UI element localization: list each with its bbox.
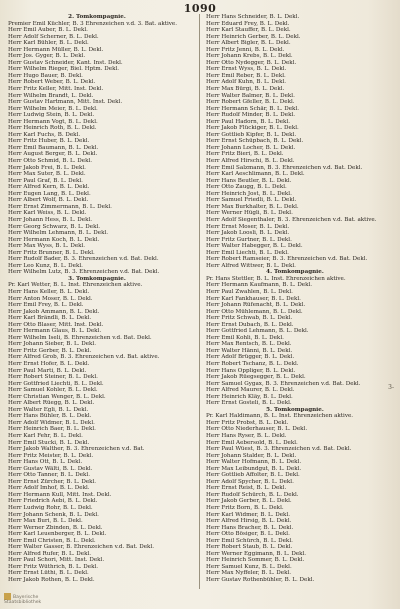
list-entry: Herr Adolf Kuhn, B. L. Dekl. <box>206 79 287 86</box>
list-entry: Herr Ernst Moser, B. L. Dekl. <box>206 223 290 230</box>
list-entry: Herr Otto Tanner, B. L. Dekl. <box>8 472 90 479</box>
list-entry: Herr Ernst Zürcher, B. L. Dekl. <box>8 478 97 485</box>
list-entry: Herr Jakob Loosli, B. L. Dekl. <box>206 230 290 237</box>
list-entry: Herr Karl Leuenberger, B. L. Dekl. <box>8 531 107 538</box>
list-entry: Herr Fritz Bieri, B. L. Dekl. <box>206 151 284 158</box>
list-entry: Herr Karl Brändli, B. L. Dekl. <box>8 315 92 322</box>
section-heading: 5. Tomkompagnie. <box>266 406 324 413</box>
list-entry: Herr Emil Auber, B. L. Dekl. <box>8 27 88 34</box>
list-entry: Herr Wilhelm Meier, B. L. Dekl. <box>8 105 98 112</box>
list-entry: Herr Albert Bigler, B. L. Dekl. <box>206 40 291 47</box>
list-entry: Herr Werner Zbinden, B. L. Dekl. <box>8 524 103 531</box>
list-entry: Premier Emil Küchler, B. 3 Ehrenzeichen v.d. 3. Bat. aktive. <box>8 20 177 27</box>
list-entry: Herr Ludwig Rohr, B. L. Dekl. <box>8 505 93 512</box>
list-entry: Herr Otto Bösiger, B. L. Dekl. <box>206 531 290 538</box>
list-entry: Herr Karl Fuchs, B. Dekl. <box>8 131 81 138</box>
list-entry: Herr Otto Niederhauser, B. L. Dekl. <box>206 426 308 433</box>
list-entry: Herr Paul Schori, Mitt. Inst. Dekl. <box>8 557 105 564</box>
list-entry: Herr Ernst Lüthi, B. L. Dekl. <box>8 570 89 577</box>
list-entry: Herr Samuel Friedli, B. L. Dekl. <box>206 197 297 204</box>
list-entry: Herr Albert Rüegg, B. L. Dekl. <box>8 400 95 407</box>
list-entry: Herr Hermann Kaufmann, B. L. Dekl. <box>206 282 313 289</box>
list-entry: Herr Johann Sieber, B. L. Dekl. <box>8 341 96 348</box>
list-entry: Herr Otto Blaser, Mitt. Inst. Dekl. <box>8 321 104 328</box>
list-entry: Herr Emil Kohli, B. L. Dekl. <box>206 334 284 341</box>
list-entry: Herr Walter Habegger, B. L. Dekl. <box>206 243 303 250</box>
library-footer <box>4 593 41 605</box>
list-entry: Herr Samuel Gygax, B. 3. Ehrenzeichen v.d. Bat. Dekl. <box>206 380 361 387</box>
list-entry: Herr Hermann Vogt, B. L. Dekl. <box>8 118 98 125</box>
list-entry: Herr Jakob Flückiger, B. L. Dekl. <box>206 125 299 132</box>
list-entry: Herr Ludwig Stein, B. L. Dekl. <box>8 112 95 119</box>
list-entry: Herr Hans Beutler, B. L. Dekl. <box>206 177 292 184</box>
list-entry: Herr Alfred Hirsig, B. L. Dekl. <box>206 518 292 525</box>
list-entry: Herr Wilhelm Lutz, B. 3. Ehrenzeichen v.d. Bat. Dekl. <box>8 269 160 276</box>
list-entry: Herr Ernst Dubach, B. L. Dekl. <box>206 321 294 328</box>
column-divider <box>199 14 200 589</box>
list-entry: Herr Johann Locher, B. L. Dekl. <box>206 144 296 151</box>
list-entry: Herr Friedrich Aebi, B. L. Dekl. <box>8 498 98 505</box>
list-entry: Herr Gustav Schneider, Kant. Inst. Dekl. <box>8 59 123 66</box>
list-entry: Herr Ernst Hofer, B. L. Dekl. <box>8 360 90 367</box>
list-entry: Herr Christian Wenger, B. L. Dekl. <box>8 393 106 400</box>
list-entry: Herr Karl Aeschlimann, B. L. Dekl. <box>206 171 305 178</box>
list-entry: Herr Emil Frey, B. L. Dekl. <box>8 302 84 309</box>
list-entry: Herr Hermann Kull, Mitt. Inst. Dekl. <box>8 491 112 498</box>
list-entry: Herr Robert Tschanz, B. L. Dekl. <box>206 360 299 367</box>
list-entry: Herr Adolf Brügger, B. L. Dekl. <box>206 354 295 361</box>
list-entry: Herr Wilhelm Brandt, L. Dekl. <box>8 92 94 99</box>
list-entry: Herr Karl Fankhauser, B. L. Dekl. <box>206 295 301 302</box>
list-entry: Herr Eugen Lang, B. L. Dekl. <box>8 190 91 197</box>
list-entry: Herr Johann Stalder, B. L. Dekl. <box>206 452 297 459</box>
list-entry: Herr Hans Ott, B. L. Dekl. <box>8 459 83 466</box>
list-entry: Herr Walter Gasser, B. Ehrenzeichen v.d. Bat. Dekl. <box>8 544 155 551</box>
list-entry: Herr Adolf Spycher, B. L. Dekl. <box>206 478 294 485</box>
list-entry: Herr Heinrich Kläy, B. L. Dekl. <box>206 393 293 400</box>
list-entry: Herr Hermann Koch, B. L. Dekl. <box>8 236 100 243</box>
list-entry: Herr Walter Balmer, B. L. Dekl. <box>206 92 295 99</box>
list-entry: Herr Heinrich Baer, B. L. Dekl. <box>8 426 96 433</box>
section-heading: 3. Tomkompagnie. <box>68 275 126 282</box>
list-entry: Herr Ernst Zimmermann, B. L. Dekl. <box>8 203 112 210</box>
list-entry: Herr Gottlieb Kipfer, B. L. Dekl. <box>206 131 297 138</box>
list-entry: Herr Anton Moser, B. L. Dekl. <box>8 295 93 302</box>
list-entry: Herr Rudolf Minder, B. L. Dekl. <box>206 112 296 119</box>
list-entry: Herr Otto Zaugg, B. L. Dekl. <box>206 184 287 191</box>
list-entry: Herr Hans Bühler, B. L. Dekl. <box>8 413 92 420</box>
list-entry: Herr Fritz Probst, B. L. Dekl. <box>206 419 289 426</box>
list-entry: Herr Gustav Rothenbühler, B. L. Dekl. <box>206 577 315 584</box>
list-entry: Herr Otto Mühlemann, B. L. Dekl. <box>206 308 303 315</box>
list-entry: Herr Adolf Imhof, B. L. Dekl. <box>8 485 90 492</box>
list-entry: Herr Paul Hadorn, B. L. Dekl. <box>206 118 291 125</box>
list-entry: Herr Adolf Scherner, B. L. Dekl. <box>8 33 99 40</box>
list-entry: Herr Otto Schmid, B. L. Dekl. <box>8 158 93 165</box>
list-entry: Herr Johann Krebs, B. L. Dekl. <box>206 53 293 60</box>
list-entry: Herr Otto Nydegger, B. L. Dekl. <box>206 59 297 66</box>
list-entry: Herr Hans Oppliger, B. L. Dekl. <box>206 367 296 374</box>
section-heading: 2. Tomkompagnie. <box>68 14 126 20</box>
list-entry: Herr Werner Hügli, B. L. Dekl. <box>206 210 293 217</box>
list-entry: Herr Rudolf Bader, B. 3. Ehrenzeichen v.d. Bat. Dekl. <box>8 256 159 263</box>
list-entry: Herr Wilhelm Iseli, B. Ehrenzeichen v.d. Bat. Dekl. <box>8 334 152 341</box>
list-entry: Herr Hans Ryser, B. L. Dekl. <box>206 433 287 439</box>
list-entry: Herr Max Suter, B. L. Dekl. <box>8 171 86 178</box>
list-entry: Herr Max Leibundgut, B. L. Dekl. <box>206 465 302 472</box>
list-entry: Pr. Hans Stettler, B. L. Inst. Ehrenzeichen aktive. <box>206 275 346 282</box>
list-entry: Herr Paul Zwahlen, B. L. Dekl. <box>206 288 293 295</box>
list-entry: Herr Johann Hess, B. L. Dekl. <box>8 216 93 223</box>
list-entry: Herr Fritz Born, B. L. Dekl. <box>206 505 284 512</box>
list-entry: Herr Emil Reber, B. L. Dekl. <box>206 72 286 79</box>
list-entry: Herr Ernst Wyss, B. L. Dekl. <box>206 66 287 73</box>
list-entry: Herr Max Nyffeler, B. L. Dekl. <box>206 570 292 577</box>
list-entry: Herr Hermann Glaus, B. L. Dekl. <box>8 328 102 335</box>
list-entry: Herr Heinrich Jost, B. L. Dekl. <box>206 190 292 197</box>
list-entry: Herr Emil Salzmann, B. 3. Ehrenzeichen v.d. Bat. Dekl. <box>206 164 363 171</box>
list-entry: Herr Fritz Schwab, B. L. Dekl. <box>206 315 293 322</box>
list-entry: Herr Max Burkhalter, B. L. Dekl. <box>206 203 299 210</box>
list-entry: Herr Gottfried Liechti, B. L. Dekl. <box>8 380 104 387</box>
list-entry: Pr. Karl Wetter, B. L. Inst. Ehrenzeichen aktive. <box>8 282 143 289</box>
list-entry: Herr Alfred Grob, B. 3. Ehrenzeichen v.d. Bat. aktive. <box>8 354 160 361</box>
list-entry: Herr Max Bürgi, B. L. Dekl. <box>206 86 285 93</box>
list-entry: Herr Walter Hänni, B. L. Dekl. <box>206 347 293 354</box>
list-entry: Herr Fritz Jenni, B. L. Dekl. <box>206 46 285 53</box>
list-entry: Herr Jakob Frei, B. L. Dekl. <box>8 164 86 171</box>
list-entry: Herr Fritz Gerber, B. L. Dekl. <box>8 347 92 354</box>
list-entry: Herr Samuel Kunz, B. L. Dekl. <box>206 563 292 570</box>
list-entry: Herr Adolf Widmer, B. L. Dekl. <box>8 419 95 426</box>
list-entry: Herr Wilhelm Rieger, Biel. Hptm. Dekl. <box>8 66 120 73</box>
list-entry: Herr Gottlieb Affolter, B. L. Dekl. <box>206 472 300 479</box>
list-entry: Herr Samuel Kohler, B. L. Dekl. <box>8 387 98 394</box>
list-entry: Herr Hugo Bauer, B. Dekl. <box>8 72 83 79</box>
list-entry: Herr Emil Christen, B. L. Dekl. <box>8 537 96 544</box>
list-entry: Herr Georg Schwarz, B. L. Dekl. <box>8 223 101 230</box>
list-entry: Herr Paul Marti, B. L. Dekl. <box>8 367 87 374</box>
list-entry: Herr Ernst Schüpbach, B. L. Dekl. <box>206 138 304 145</box>
list-entry: Herr Walter Hofmann, B. L. Dekl. <box>206 459 302 466</box>
list-entry: Herr Johann Rüfenacht, B. L. Dekl. <box>206 302 306 309</box>
list-entry: Herr Fritz Wüthrich, B. L. Dekl. <box>8 563 99 570</box>
footer-line-2: Staatsbibliothek <box>4 600 42 605</box>
list-entry: Herr Karl Widmer, B. L. Dekl. <box>206 511 291 518</box>
left-column <box>8 14 186 584</box>
list-entry: Herr Ernst Reist, B. L. Dekl. <box>206 485 287 492</box>
list-entry: Herr Karl Weiss, B. L. Dekl. <box>8 210 87 217</box>
list-entry: Herr Jakob Gerber, B. L. Dekl. <box>206 498 292 505</box>
list-entry: Herr Adolf Siegenthaler, B. 3. Ehrenzeichen v.d. Bat. aktive. <box>206 216 377 223</box>
list-entry: Herr August Berger, B. L. Dekl. <box>8 151 98 158</box>
list-entry: Herr Paul Graf, B. L. Dekl. <box>8 177 83 184</box>
list-entry: Herr Alfred Rufer, B. L. Dekl. <box>8 550 92 557</box>
list-entry: Herr Johann Schenk, B. L. Dekl. <box>8 511 99 518</box>
list-entry: Herr Albert Wolf, B. L. Dekl. <box>8 197 89 204</box>
list-entry: Herr Heinrich Gerber, B. L. Dekl. <box>206 33 301 40</box>
list-entry: Herr Jakob Rüegsegger, B. L. Dekl. <box>206 374 306 381</box>
list-entry: Herr Jakob Ammann, B. L. Dekl. <box>8 308 100 315</box>
list-entry: Herr Alfred Hirschi, B. L. Dekl. <box>206 158 295 165</box>
list-entry: Herr Emil Stucki, B. L. Dekl. <box>8 439 90 446</box>
list-entry: Herr Robert Ramseier, B. 3. Ehrenzeichen v.d. Bat. Dekl. <box>206 256 368 263</box>
list-entry: Pr. Karl Haldimann, B. L. Inst. Ehrenzeichen aktive. <box>206 413 354 420</box>
list-entry: Herr Hermann Schär, B. L. Dekl. <box>206 105 300 112</box>
list-entry: Herr Jos. Gyger, B. L. Dekl. <box>8 53 86 60</box>
list-entry: Herr Karl Fehr, B. L. Dekl. <box>8 433 83 439</box>
list-entry: Herr Paul Wüest, B. 3. Ehrenzeichen v.d. Bat. Dekl. <box>206 446 352 453</box>
list-entry: Herr Jakob Rothen, B. L. Dekl. <box>8 577 95 584</box>
list-entry: Herr Hans Keller, B. L. Dekl. <box>8 288 90 295</box>
list-entry: Herr Emil Aebersold, B. L. Dekl. <box>206 439 298 446</box>
list-entry: Herr Alfred Maurer, B. L. Dekl. <box>206 387 295 394</box>
list-entry: Herr Fritz Meister, B. L. Dekl. <box>8 452 94 459</box>
list-entry: Herr Heinrich Roth, B. L. Dekl. <box>8 125 97 132</box>
list-entry: Herr Gustav Wälti, B. L. Dekl. <box>8 465 93 472</box>
list-entry: Herr Jakob Walther, B. 3. Ehrenzeichen v.d. Bat. <box>8 446 145 453</box>
list-entry: Herr Robert Steiner, B. L. Dekl. <box>8 374 98 381</box>
list-entry: Herr Fritz Keller, Mitt. Inst. Dekl. <box>8 86 104 93</box>
list-entry: Herr Fritz Gurtner, B. L. Dekl. <box>206 236 292 243</box>
list-entry: Herr Fritz Brunner, B. L. Dekl. <box>8 249 95 256</box>
list-entry: Herr Max Rentsch, B. L. Dekl. <box>206 341 292 348</box>
list-entry: Herr Karl Bühler, B. L. Dekl. <box>8 40 89 47</box>
list-entry: Herr Alfred Wittwer, B. L. Dekl. <box>206 262 296 269</box>
list-entry: Herr Gustav Hartmann, Mitt. Inst. Dekl. <box>8 99 123 106</box>
section-heading: 4. Tomkompagnie. <box>266 269 324 276</box>
list-entry: Herr Robert Staub, B. L. Dekl. <box>206 544 293 551</box>
footer-line-1: Bayerische <box>13 595 39 600</box>
list-entry: Herr Hans Schneider, B. L. Dekl. <box>206 14 300 20</box>
list-entry: Herr Leo Kunz, B. L. Dekl. <box>8 262 83 269</box>
list-entry: Herr Emil Baumann, B. L. Dekl. <box>8 144 99 151</box>
page-number: 1090 <box>183 2 217 15</box>
list-entry: Herr Karl Stauffer, B. L. Dekl. <box>206 27 291 34</box>
list-entry: Herr Robert Weber, B. L. Dekl. <box>8 79 96 86</box>
right-column <box>206 14 384 584</box>
list-entry: Herr Hermann Müller, B. L. Dekl. <box>8 46 104 53</box>
list-entry: Herr Werner Eggimann, B. L. Dekl. <box>206 550 307 557</box>
edge-mark: 3- <box>388 384 394 391</box>
list-entry: Herr Rudolf Schürch, B. L. Dekl. <box>206 491 299 498</box>
list-entry: Herr Emil Schürch, B. L. Dekl. <box>206 537 293 544</box>
list-entry: Herr Hans Bracher, B. L. Dekl. <box>206 524 294 531</box>
library-logo-icon <box>4 593 11 600</box>
list-entry: Herr Ernst Gosteli, B. L. Dekl. <box>206 400 292 407</box>
list-entry: Herr Emil Liechti, B. L. Dekl. <box>206 249 289 256</box>
list-entry: Herr Robert Gfeller, B. L. Dekl. <box>206 99 295 106</box>
list-entry: Herr Wilhelm Lehmann, B. L. Dekl. <box>8 230 109 237</box>
list-entry: Herr Eduard Frey, B. L. Dekl. <box>206 20 290 27</box>
list-entry: Herr Gottfried Lehmann, B. L. Dekl. <box>206 328 309 335</box>
list-entry: Herr Fritz Huber, B. L. Dekl. <box>8 138 90 145</box>
list-entry: Herr Heinrich Sommer, B. L. Dekl. <box>206 557 305 564</box>
list-entry: Herr Max Wyss, B. L. Dekl. <box>8 243 86 250</box>
list-entry: Herr Max Buri, B. L. Dekl. <box>8 518 83 525</box>
list-entry: Herr Alfred Kern, B. L. Dekl. <box>8 184 90 191</box>
list-entry: Herr Walter Egli, B. L. Dekl. <box>8 406 89 413</box>
